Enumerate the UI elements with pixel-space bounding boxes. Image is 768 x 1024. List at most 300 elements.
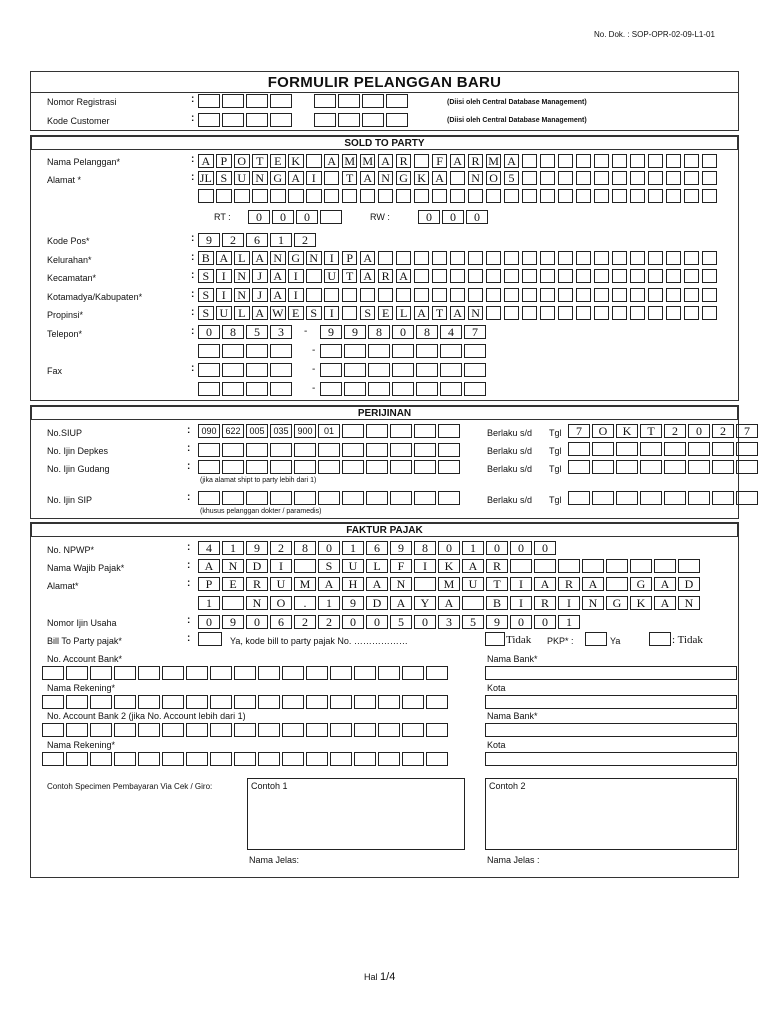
char-cell[interactable]: 0	[248, 210, 270, 224]
char-cell[interactable]	[486, 189, 502, 203]
char-cell[interactable]: 7	[736, 424, 758, 438]
char-cell[interactable]	[540, 251, 556, 265]
char-cell[interactable]: O	[592, 424, 614, 438]
kecamatan-field[interactable]	[198, 269, 720, 283]
char-cell[interactable]: A	[654, 577, 676, 591]
char-cell[interactable]	[450, 171, 466, 185]
char-cell[interactable]	[354, 695, 376, 709]
char-cell[interactable]	[294, 491, 316, 505]
char-cell[interactable]	[66, 723, 88, 737]
char-cell[interactable]	[42, 695, 64, 709]
pkp-ya-checkbox[interactable]	[585, 632, 607, 646]
char-cell[interactable]	[486, 269, 502, 283]
wajib-pajak-field[interactable]	[198, 559, 702, 573]
char-cell[interactable]: 0	[246, 615, 268, 629]
char-cell[interactable]	[594, 171, 610, 185]
char-cell[interactable]	[684, 251, 700, 265]
char-cell[interactable]	[504, 288, 520, 302]
char-cell[interactable]	[576, 251, 592, 265]
char-cell[interactable]	[114, 752, 136, 766]
char-cell[interactable]	[450, 288, 466, 302]
siup-cell[interactable]	[342, 424, 364, 438]
char-cell[interactable]	[414, 251, 430, 265]
char-cell[interactable]: 0	[688, 424, 710, 438]
char-cell[interactable]: I	[324, 251, 340, 265]
char-cell[interactable]	[558, 251, 574, 265]
char-cell[interactable]: I	[558, 596, 580, 610]
char-cell[interactable]	[324, 189, 340, 203]
char-cell[interactable]	[392, 382, 414, 396]
char-cell[interactable]	[630, 559, 652, 573]
nama-rekening-2-field[interactable]	[42, 752, 450, 766]
char-cell[interactable]	[270, 460, 292, 474]
char-cell[interactable]	[582, 559, 604, 573]
char-cell[interactable]: A	[390, 596, 412, 610]
char-cell[interactable]	[558, 559, 580, 573]
char-cell[interactable]	[198, 460, 220, 474]
rw-field[interactable]	[418, 210, 490, 224]
char-cell[interactable]	[612, 269, 628, 283]
char-cell[interactable]: 0	[318, 541, 340, 555]
char-cell[interactable]: 1	[198, 596, 220, 610]
char-cell[interactable]: I	[216, 269, 232, 283]
char-cell[interactable]	[90, 752, 112, 766]
char-cell[interactable]	[138, 723, 160, 737]
char-cell[interactable]	[648, 269, 664, 283]
char-cell[interactable]	[426, 752, 448, 766]
char-cell[interactable]	[640, 442, 662, 456]
char-cell[interactable]: 0	[272, 210, 294, 224]
char-cell[interactable]	[366, 443, 388, 457]
char-cell[interactable]	[522, 306, 538, 320]
char-cell[interactable]	[222, 382, 244, 396]
char-cell[interactable]	[568, 491, 590, 505]
char-cell[interactable]: R	[246, 577, 268, 591]
char-cell[interactable]: R	[396, 154, 412, 168]
char-cell[interactable]	[282, 695, 304, 709]
char-cell[interactable]	[162, 666, 184, 680]
char-cell[interactable]: I	[510, 596, 532, 610]
char-cell[interactable]: L	[234, 306, 250, 320]
char-cell[interactable]	[616, 491, 638, 505]
ijin-usaha-field[interactable]	[198, 615, 582, 629]
char-cell[interactable]: A	[270, 288, 286, 302]
char-cell[interactable]: H	[342, 577, 364, 591]
char-cell[interactable]	[210, 666, 232, 680]
char-cell[interactable]	[198, 189, 214, 203]
char-cell[interactable]	[606, 577, 628, 591]
char-cell[interactable]	[318, 443, 340, 457]
char-cell[interactable]: I	[414, 559, 436, 573]
char-cell[interactable]: U	[342, 559, 364, 573]
char-cell[interactable]: 5	[462, 615, 484, 629]
char-cell[interactable]	[234, 723, 256, 737]
char-cell[interactable]	[390, 443, 412, 457]
char-cell[interactable]	[576, 306, 592, 320]
char-cell[interactable]	[592, 491, 614, 505]
char-cell[interactable]	[558, 154, 574, 168]
kota-2-field[interactable]	[485, 752, 737, 766]
char-cell[interactable]	[450, 269, 466, 283]
char-cell[interactable]: G	[288, 251, 304, 265]
char-cell[interactable]	[344, 363, 366, 377]
char-cell[interactable]: A	[438, 596, 460, 610]
char-cell[interactable]	[378, 288, 394, 302]
char-cell[interactable]	[640, 491, 662, 505]
char-cell[interactable]: 1	[558, 615, 580, 629]
char-cell[interactable]	[246, 382, 268, 396]
char-cell[interactable]	[432, 288, 448, 302]
char-cell[interactable]: R	[534, 596, 556, 610]
char-cell[interactable]	[234, 666, 256, 680]
char-cell[interactable]: N	[468, 171, 484, 185]
specimen-box-2[interactable]	[485, 778, 737, 850]
char-cell[interactable]: 0	[418, 210, 440, 224]
char-cell[interactable]	[342, 306, 358, 320]
char-cell[interactable]	[736, 442, 758, 456]
siup-cell[interactable]	[390, 424, 412, 438]
char-cell[interactable]: 8	[414, 541, 436, 555]
char-cell[interactable]	[432, 189, 448, 203]
char-cell[interactable]: 0	[366, 615, 388, 629]
char-cell[interactable]	[630, 154, 646, 168]
char-cell[interactable]	[438, 460, 460, 474]
char-cell[interactable]: 0	[198, 615, 220, 629]
alamat-field[interactable]	[198, 171, 720, 185]
char-cell[interactable]	[534, 559, 556, 573]
char-cell[interactable]	[558, 189, 574, 203]
char-cell[interactable]	[666, 154, 682, 168]
char-cell[interactable]	[198, 443, 220, 457]
char-cell[interactable]: A	[414, 306, 430, 320]
char-cell[interactable]: 3	[438, 615, 460, 629]
char-cell[interactable]	[66, 752, 88, 766]
char-cell[interactable]	[66, 666, 88, 680]
char-cell[interactable]	[306, 189, 322, 203]
char-cell[interactable]	[338, 94, 360, 108]
char-cell[interactable]: J	[252, 288, 268, 302]
char-cell[interactable]	[594, 269, 610, 283]
char-cell[interactable]: 9	[486, 615, 508, 629]
char-cell[interactable]	[258, 723, 280, 737]
char-cell[interactable]: A	[534, 577, 556, 591]
char-cell[interactable]	[414, 189, 430, 203]
siup-cell[interactable]: 090	[198, 424, 220, 438]
char-cell[interactable]: D	[366, 596, 388, 610]
char-cell[interactable]	[504, 306, 520, 320]
char-cell[interactable]	[234, 695, 256, 709]
char-cell[interactable]	[504, 189, 520, 203]
char-cell[interactable]: K	[414, 171, 430, 185]
char-cell[interactable]	[162, 695, 184, 709]
char-cell[interactable]: I	[288, 288, 304, 302]
kode-pos-field[interactable]	[198, 233, 318, 247]
char-cell[interactable]: 0	[510, 615, 532, 629]
siup-field[interactable]	[198, 424, 462, 438]
char-cell[interactable]	[246, 363, 268, 377]
char-cell[interactable]	[270, 189, 286, 203]
char-cell[interactable]: 2	[712, 424, 734, 438]
char-cell[interactable]	[396, 189, 412, 203]
faktur-alamat-field-2[interactable]	[198, 596, 702, 610]
char-cell[interactable]	[432, 251, 448, 265]
char-cell[interactable]: 4	[440, 325, 462, 339]
char-cell[interactable]	[378, 723, 400, 737]
char-cell[interactable]	[702, 288, 718, 302]
char-cell[interactable]: T	[342, 171, 358, 185]
char-cell[interactable]	[396, 288, 412, 302]
char-cell[interactable]	[318, 460, 340, 474]
char-cell[interactable]	[702, 306, 718, 320]
char-cell[interactable]	[246, 491, 268, 505]
char-cell[interactable]: 0	[342, 615, 364, 629]
char-cell[interactable]	[648, 189, 664, 203]
char-cell[interactable]: N	[222, 559, 244, 573]
char-cell[interactable]	[210, 695, 232, 709]
char-cell[interactable]	[640, 460, 662, 474]
char-cell[interactable]: O	[270, 596, 292, 610]
alamat-field-line2[interactable]	[198, 189, 720, 203]
char-cell[interactable]	[234, 189, 250, 203]
char-cell[interactable]: T	[432, 306, 448, 320]
char-cell[interactable]: M	[438, 577, 460, 591]
char-cell[interactable]	[684, 154, 700, 168]
char-cell[interactable]: A	[318, 577, 340, 591]
char-cell[interactable]	[486, 288, 502, 302]
char-cell[interactable]	[306, 723, 328, 737]
char-cell[interactable]: S	[360, 306, 376, 320]
char-cell[interactable]	[186, 666, 208, 680]
char-cell[interactable]	[386, 94, 408, 108]
char-cell[interactable]: A	[378, 154, 394, 168]
char-cell[interactable]: JL	[199, 171, 212, 185]
char-cell[interactable]	[392, 344, 414, 358]
char-cell[interactable]	[616, 460, 638, 474]
char-cell[interactable]	[648, 251, 664, 265]
char-cell[interactable]	[666, 269, 682, 283]
char-cell[interactable]: M	[360, 154, 376, 168]
char-cell[interactable]	[366, 491, 388, 505]
char-cell[interactable]: 9	[246, 541, 268, 555]
char-cell[interactable]	[318, 491, 340, 505]
char-cell[interactable]: A	[270, 269, 286, 283]
fax-number-field-2[interactable]	[320, 382, 488, 396]
char-cell[interactable]: B	[486, 596, 508, 610]
char-cell[interactable]	[664, 460, 686, 474]
char-cell[interactable]: G	[396, 171, 412, 185]
char-cell[interactable]: 5	[390, 615, 412, 629]
char-cell[interactable]	[282, 723, 304, 737]
char-cell[interactable]: 9	[198, 233, 220, 247]
char-cell[interactable]: B	[198, 251, 214, 265]
char-cell[interactable]: 0	[534, 541, 556, 555]
char-cell[interactable]: 9	[222, 615, 244, 629]
char-cell[interactable]: P	[216, 154, 232, 168]
char-cell[interactable]: U	[270, 577, 292, 591]
char-cell[interactable]	[270, 363, 292, 377]
char-cell[interactable]: G	[270, 171, 286, 185]
char-cell[interactable]: S	[198, 306, 214, 320]
char-cell[interactable]: F	[390, 559, 412, 573]
char-cell[interactable]	[504, 251, 520, 265]
char-cell[interactable]: N	[246, 596, 268, 610]
char-cell[interactable]	[568, 460, 590, 474]
char-cell[interactable]	[324, 171, 340, 185]
char-cell[interactable]	[594, 189, 610, 203]
char-cell[interactable]	[540, 306, 556, 320]
char-cell[interactable]	[540, 189, 556, 203]
char-cell[interactable]	[392, 363, 414, 377]
char-cell[interactable]	[246, 460, 268, 474]
char-cell[interactable]	[594, 154, 610, 168]
char-cell[interactable]: G	[630, 577, 652, 591]
char-cell[interactable]	[306, 154, 322, 168]
char-cell[interactable]	[736, 491, 758, 505]
char-cell[interactable]	[368, 363, 390, 377]
char-cell[interactable]: .	[294, 596, 316, 610]
char-cell[interactable]	[688, 442, 710, 456]
char-cell[interactable]	[324, 288, 340, 302]
char-cell[interactable]: N	[234, 269, 250, 283]
char-cell[interactable]: K	[438, 559, 460, 573]
char-cell[interactable]	[702, 171, 718, 185]
char-cell[interactable]	[368, 344, 390, 358]
char-cell[interactable]	[522, 171, 538, 185]
char-cell[interactable]: 0	[442, 210, 464, 224]
char-cell[interactable]	[390, 460, 412, 474]
char-cell[interactable]	[270, 382, 292, 396]
char-cell[interactable]	[450, 189, 466, 203]
char-cell[interactable]	[354, 666, 376, 680]
char-cell[interactable]	[270, 94, 292, 108]
char-cell[interactable]: A	[450, 306, 466, 320]
char-cell[interactable]	[378, 666, 400, 680]
char-cell[interactable]	[666, 189, 682, 203]
char-cell[interactable]	[684, 269, 700, 283]
nama-bank-1-field[interactable]	[485, 666, 737, 680]
char-cell[interactable]: I	[288, 269, 304, 283]
char-cell[interactable]	[90, 695, 112, 709]
char-cell[interactable]	[684, 171, 700, 185]
char-cell[interactable]: O	[486, 171, 502, 185]
nama-pelanggan-field[interactable]	[198, 154, 720, 168]
char-cell[interactable]: A	[360, 171, 376, 185]
char-cell[interactable]: N	[678, 596, 700, 610]
char-cell[interactable]: 2	[664, 424, 686, 438]
char-cell[interactable]	[210, 723, 232, 737]
char-cell[interactable]	[246, 113, 268, 127]
char-cell[interactable]: A	[288, 171, 304, 185]
char-cell[interactable]	[414, 577, 436, 591]
char-cell[interactable]: 2	[294, 233, 316, 247]
char-cell[interactable]	[342, 189, 358, 203]
siup-cell[interactable]: 900	[294, 424, 316, 438]
siup-cell[interactable]: 01	[318, 424, 340, 438]
char-cell[interactable]	[270, 344, 292, 358]
siup-cell[interactable]	[366, 424, 388, 438]
char-cell[interactable]	[306, 269, 322, 283]
char-cell[interactable]	[114, 695, 136, 709]
char-cell[interactable]	[414, 288, 430, 302]
char-cell[interactable]: N	[390, 577, 412, 591]
char-cell[interactable]: 1	[270, 233, 292, 247]
char-cell[interactable]: N	[378, 171, 394, 185]
char-cell[interactable]	[282, 752, 304, 766]
char-cell[interactable]	[684, 306, 700, 320]
char-cell[interactable]	[510, 559, 532, 573]
char-cell[interactable]: 5	[246, 325, 268, 339]
char-cell[interactable]	[462, 596, 484, 610]
char-cell[interactable]: 0	[392, 325, 414, 339]
nomor-registrasi-field[interactable]	[198, 94, 410, 108]
fax-area-field-2[interactable]	[198, 382, 294, 396]
char-cell[interactable]	[558, 288, 574, 302]
char-cell[interactable]: R	[378, 269, 394, 283]
char-cell[interactable]: 9	[390, 541, 412, 555]
char-cell[interactable]: A	[324, 154, 340, 168]
char-cell[interactable]	[558, 306, 574, 320]
char-cell[interactable]	[186, 695, 208, 709]
char-cell[interactable]	[252, 189, 268, 203]
char-cell[interactable]	[440, 382, 462, 396]
siup-cell[interactable]	[438, 424, 460, 438]
char-cell[interactable]	[522, 189, 538, 203]
char-cell[interactable]	[320, 344, 342, 358]
char-cell[interactable]: 3	[270, 325, 292, 339]
char-cell[interactable]	[320, 382, 342, 396]
char-cell[interactable]	[138, 695, 160, 709]
nama-bank-2-field[interactable]	[485, 723, 737, 737]
char-cell[interactable]: A	[582, 577, 604, 591]
char-cell[interactable]	[114, 666, 136, 680]
char-cell[interactable]: O	[234, 154, 250, 168]
char-cell[interactable]	[736, 460, 758, 474]
char-cell[interactable]: 8	[368, 325, 390, 339]
char-cell[interactable]	[66, 695, 88, 709]
char-cell[interactable]	[344, 344, 366, 358]
char-cell[interactable]	[440, 344, 462, 358]
char-cell[interactable]: N	[270, 251, 286, 265]
char-cell[interactable]: 2	[222, 233, 244, 247]
char-cell[interactable]	[282, 666, 304, 680]
char-cell[interactable]: 1	[342, 541, 364, 555]
char-cell[interactable]	[342, 443, 364, 457]
char-cell[interactable]	[114, 723, 136, 737]
char-cell[interactable]: 6	[366, 541, 388, 555]
char-cell[interactable]	[314, 94, 336, 108]
char-cell[interactable]	[270, 113, 292, 127]
char-cell[interactable]	[664, 491, 686, 505]
char-cell[interactable]	[416, 363, 438, 377]
char-cell[interactable]	[522, 288, 538, 302]
char-cell[interactable]	[222, 460, 244, 474]
char-cell[interactable]: N	[252, 171, 268, 185]
char-cell[interactable]: S	[318, 559, 340, 573]
char-cell[interactable]: T	[342, 269, 358, 283]
char-cell[interactable]	[186, 723, 208, 737]
char-cell[interactable]	[612, 288, 628, 302]
char-cell[interactable]: K	[288, 154, 304, 168]
char-cell[interactable]	[378, 251, 394, 265]
char-cell[interactable]	[402, 723, 424, 737]
char-cell[interactable]: 2	[270, 541, 292, 555]
char-cell[interactable]	[366, 460, 388, 474]
char-cell[interactable]: A	[216, 251, 232, 265]
char-cell[interactable]: S	[216, 171, 232, 185]
char-cell[interactable]	[678, 559, 700, 573]
char-cell[interactable]	[594, 251, 610, 265]
char-cell[interactable]	[648, 306, 664, 320]
